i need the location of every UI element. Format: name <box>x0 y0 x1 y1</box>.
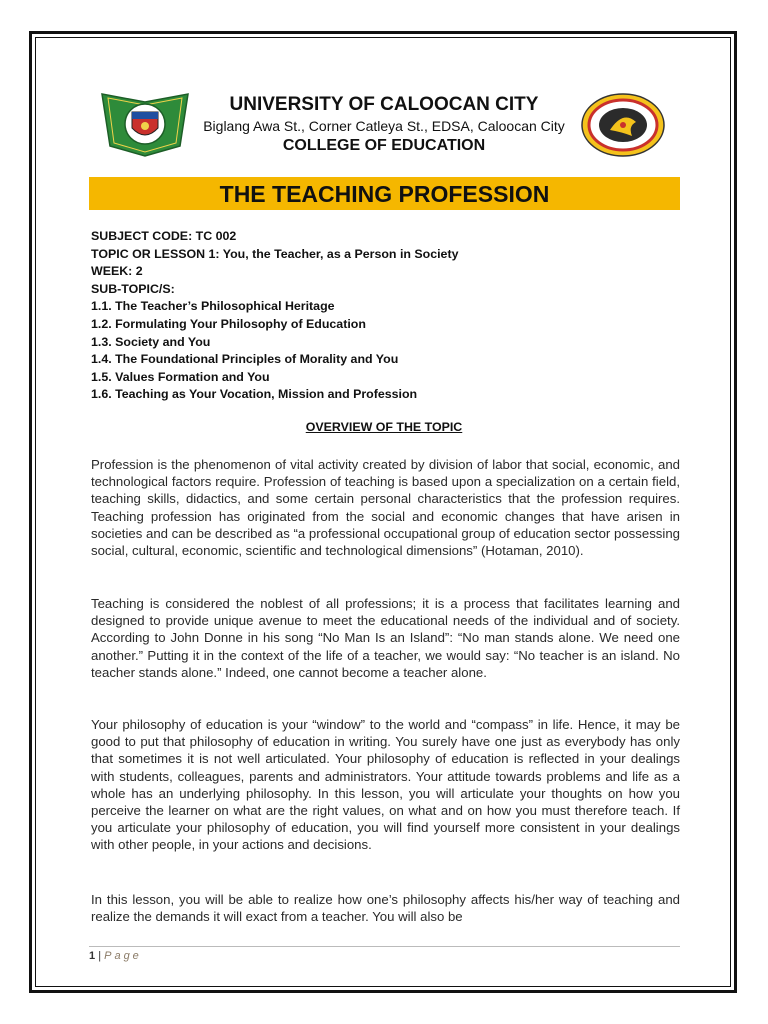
week: WEEK: 2 <box>91 264 143 279</box>
college-name: COLLEGE OF EDUCATION <box>282 137 486 154</box>
subject-code: SUBJECT CODE: TC 002 <box>91 229 237 243</box>
subtopic-item: 1.2. Formulating Your Philosophy of Education <box>91 316 366 331</box>
subtopic-item: 1.3. Society and You <box>91 334 211 349</box>
page-label: Page <box>104 950 142 962</box>
lesson-info <box>91 228 681 404</box>
overview-heading: OVERVIEW OF THE TOPIC <box>305 420 463 434</box>
subtopic-item: 1.5. Values Formation and You <box>91 369 270 384</box>
subtopic-item: 1.4. The Foundational Principles of Morality and You <box>91 352 399 367</box>
subtopic-item: 1.6. Teaching as Your Vocation, Mission and Profession <box>91 387 418 402</box>
university-name: UNIVERSITY OF CALOOCAN CITY <box>229 94 539 115</box>
college-seal-icon <box>580 92 666 158</box>
subtopic-item: 1.1. The Teacher’s Philosophical Heritage <box>91 299 335 314</box>
page-number: 1 <box>89 950 96 962</box>
page-separator: | <box>98 950 102 962</box>
paragraph: Teaching is considered the noblest of all professions; it is a process that facilitates learning and designed to provide unique avenue to meet the educational needs of the individual and of society. According to John Donne in his song “No Man Is an Island”: “No man stands alone. We need one another.” Putting it in the context of the life of a teacher, we would say: “No teacher is an island. No teacher stands alone.” Indeed, one cannot become a teacher alone. <box>91 596 680 680</box>
topic-lesson: TOPIC OR LESSON 1: You, the Teacher, as a Person in Society <box>91 246 459 261</box>
title-banner: THE TEACHING PROFESSION <box>89 177 680 210</box>
university-address: Biglang Awa St., Corner Catleya St., EDSA, Caloocan City <box>203 118 565 134</box>
paragraph: In this lesson, you will be able to realize how one’s philosophy affects his/her way of teaching and realize the demands it will exact from a teacher. You will also be <box>91 892 680 925</box>
footer-divider <box>89 946 680 947</box>
paragraph: Profession is the phenomenon of vital activity created by division of labor that social, economic, and technological factors require. Profession of teaching is based upon a specialization on a certain field, teaching skills, didactics, and some certain personal characteristics that the profession requires. Teaching profession has originated from the social and economic changes that have arisen in societies and can be described as “a professional occupational group of education sector possessing social, cultural, economic, scientific and technological dimensions” (Hotaman, 2010). <box>91 457 680 559</box>
paragraph: Your philosophy of education is your “window” to the world and “compass” in life. Hence, it may be good to put that philosophy of education in writing. You surely have one just as everybody has only that sometimes it is not well articulated. Your philosophy of education is reflected in your dealings with students, colleagues, parents and administrators. Your attitude towards problems and life as a whole has an underlying philosophy. In this lesson, you will articulate your thoughts on how you perceive the learner on what are the right values, on what and on how you must therefore teach. If you articulate your philosophy of education, you will find yourself more consistent in your dealings with other people, in your actions and decisions. <box>91 717 680 853</box>
page-footer <box>89 950 142 962</box>
subtopics-heading: SUB-TOPIC/S: <box>91 281 175 296</box>
